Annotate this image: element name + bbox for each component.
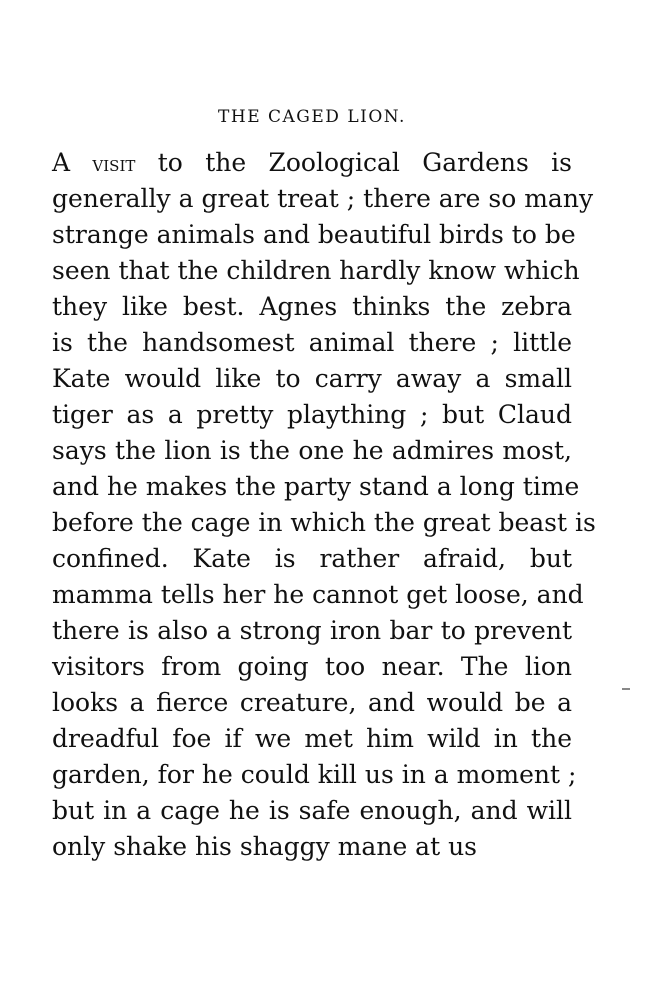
text-line: there is also a strong iron bar to prevent <box>52 616 572 645</box>
text-line: looks a fierce creature, and would be a <box>52 688 572 717</box>
text-line: and he makes the party stand a long time <box>52 472 580 501</box>
text-line: generally a great treat ; there are so many <box>52 184 594 213</box>
text-line: says the lion is the one he admires most, <box>52 436 572 465</box>
text-line: visitors from going too near. The lion <box>52 652 572 681</box>
text-line: confined. Kate is rather afraid, but <box>52 544 572 573</box>
text-line: dreadful foe if we met him wild in the <box>52 724 572 753</box>
text-line: garden, for he could kill us in a moment ; <box>52 760 577 789</box>
text-line: they like best. Agnes thinks the zebra <box>52 292 572 321</box>
text-line: tiger as a pretty plaything ; but Claud <box>52 400 572 429</box>
text-line-1 <box>52 145 572 181</box>
first-word: A <box>52 148 71 177</box>
first-smallcaps-word: visit <box>92 152 136 177</box>
text-line: before the cage in which the great beast is <box>52 508 596 537</box>
first-line-rest: to the Zoological Gardens is <box>157 148 572 177</box>
text-line: strange animals and beautiful birds to be <box>52 220 576 249</box>
text-line: Kate would like to carry away a small <box>52 364 572 393</box>
text-line-last: only shake his shaggy mane at us <box>52 832 478 861</box>
margin-speck <box>622 688 630 690</box>
text-line: seen that the children hardly know which <box>52 256 580 285</box>
text-line: mamma tells her he cannot get loose, and <box>52 580 584 609</box>
page-title: THE CAGED LION. <box>218 107 406 127</box>
text-line: but in a cage he is safe enough, and will <box>52 796 572 825</box>
text-line: is the handsomest animal there ; little <box>52 328 572 357</box>
